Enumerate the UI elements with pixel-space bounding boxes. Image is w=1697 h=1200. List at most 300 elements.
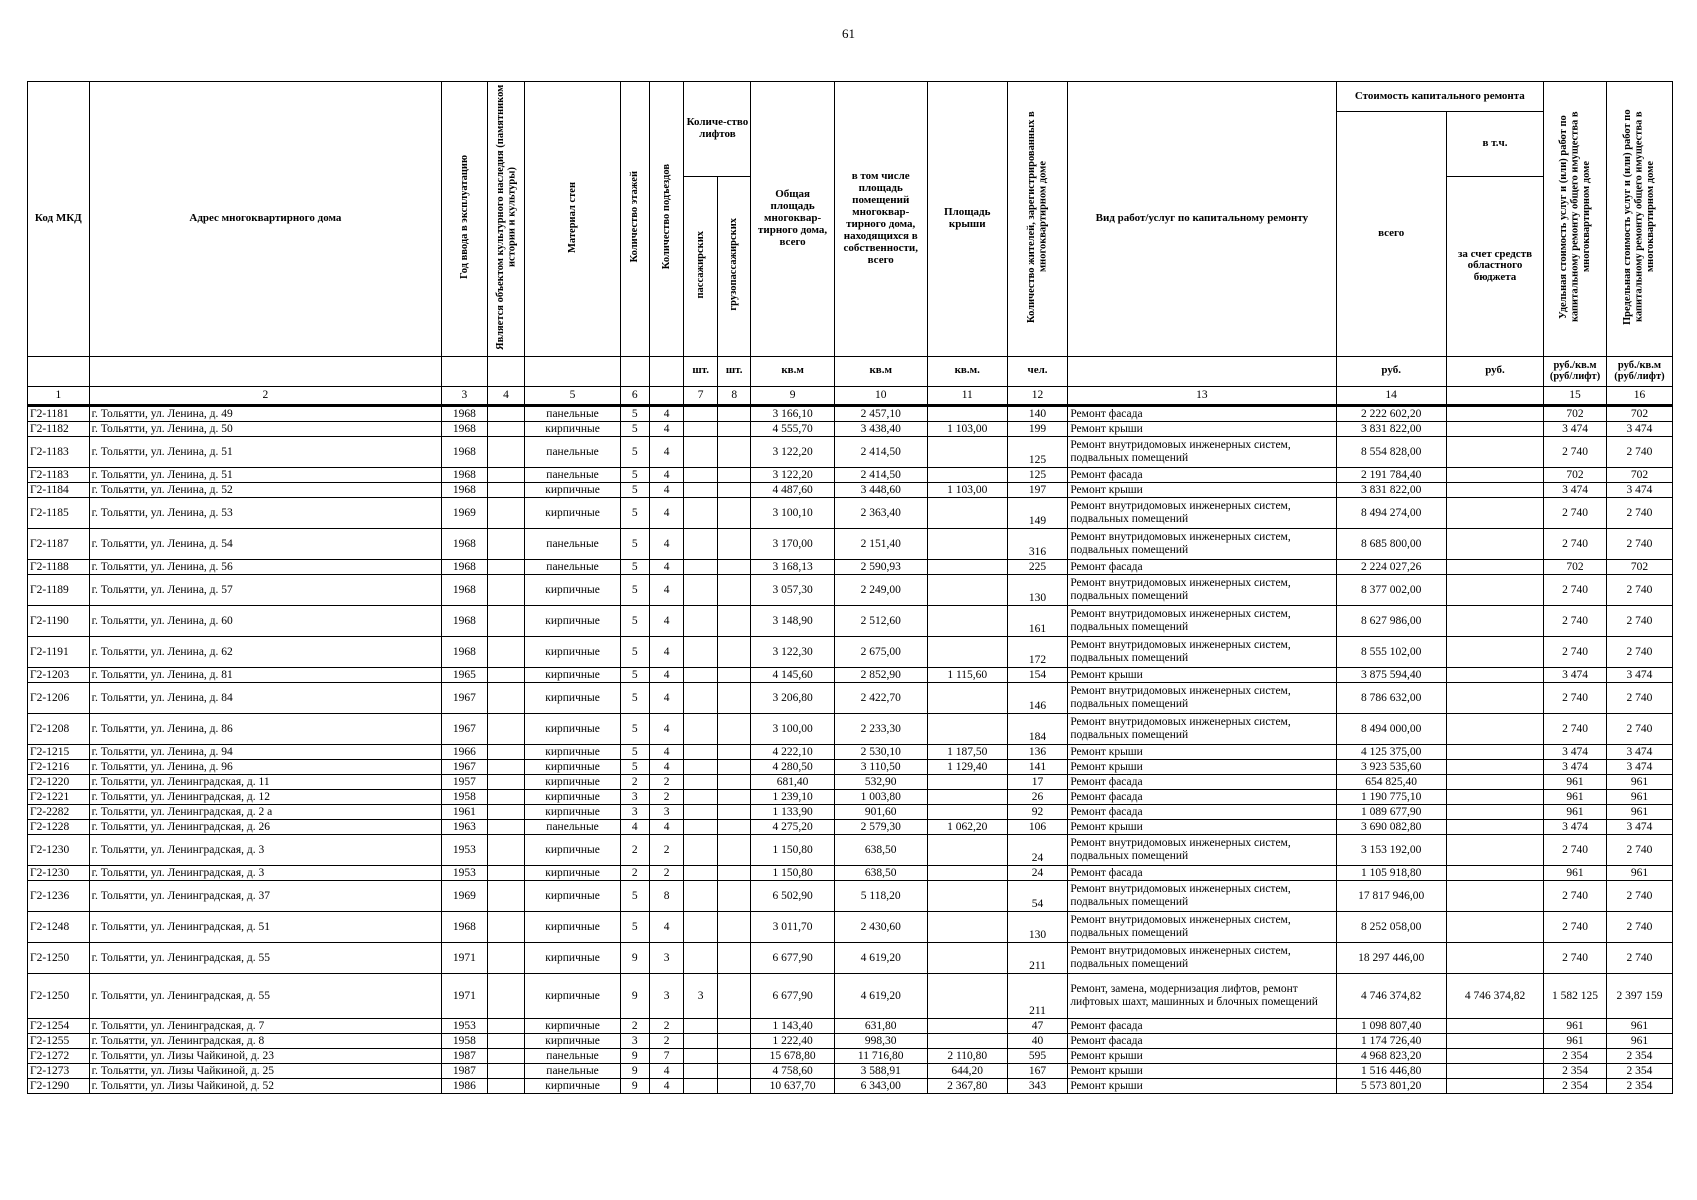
table-row bbox=[28, 942, 1673, 973]
cell-address: г. Тольятти, ул. Ленина, д. 49 bbox=[89, 405, 442, 421]
cell-material: кирпичные bbox=[525, 789, 620, 804]
cell-limit: 3 474 bbox=[1606, 819, 1672, 834]
cell-regional bbox=[1446, 682, 1543, 713]
cell-owned: 2 852,90 bbox=[834, 667, 927, 682]
cell-unit: 2 740 bbox=[1544, 636, 1607, 667]
cell-unit: 2 740 bbox=[1544, 713, 1607, 744]
cell-material: кирпичные bbox=[525, 713, 620, 744]
cell-work: Ремонт внутридомовых инженерных систем, подвальных помещений bbox=[1068, 911, 1336, 942]
cell-heritage bbox=[487, 605, 525, 636]
cell-address: г. Тольятти, ул. Ленина, д. 81 bbox=[89, 667, 442, 682]
cell-year: 1968 bbox=[442, 636, 487, 667]
column-number: 10 bbox=[834, 386, 927, 405]
cell-year: 1968 bbox=[442, 436, 487, 467]
cell-year: 1967 bbox=[442, 713, 487, 744]
cell-regional bbox=[1446, 880, 1543, 911]
cell-roof bbox=[927, 713, 1007, 744]
cell-work: Ремонт внутридомовых инженерных систем, подвальных помещений bbox=[1068, 834, 1336, 865]
cell-lifts-c bbox=[717, 1078, 751, 1093]
cell-unit: 3 474 bbox=[1544, 667, 1607, 682]
cell-unit: 702 bbox=[1544, 559, 1607, 574]
cell-lifts-p bbox=[684, 865, 718, 880]
cell-address: г. Тольятти, ул. Ленина, д. 56 bbox=[89, 559, 442, 574]
cell-area: 10 637,70 bbox=[751, 1078, 834, 1093]
cell-residents: 125 bbox=[1007, 436, 1068, 467]
cell-heritage bbox=[487, 834, 525, 865]
cell-material: панельные bbox=[525, 1063, 620, 1078]
cell-lifts-c bbox=[717, 1018, 751, 1033]
cell-limit: 2 397 159 bbox=[1606, 973, 1672, 1018]
cell-floors: 2 bbox=[620, 774, 649, 789]
cell-owned: 2 675,00 bbox=[834, 636, 927, 667]
table-row bbox=[28, 421, 1673, 436]
cell-area: 3 011,70 bbox=[751, 911, 834, 942]
cell-heritage bbox=[487, 1078, 525, 1093]
header-heritage: Является объектом культурного наследия (памятником истории и культуры) bbox=[487, 82, 525, 357]
cell-owned: 11 716,80 bbox=[834, 1048, 927, 1063]
cell-material: кирпичные bbox=[525, 804, 620, 819]
cell-material: кирпичные bbox=[525, 973, 620, 1018]
cell-cost: 654 825,40 bbox=[1336, 774, 1446, 789]
cell-roof bbox=[927, 911, 1007, 942]
column-number: 9 bbox=[751, 386, 834, 405]
cell-area: 3 057,30 bbox=[751, 574, 834, 605]
cell-cost: 3 153 192,00 bbox=[1336, 834, 1446, 865]
cell-limit: 961 bbox=[1606, 1018, 1672, 1033]
cell-work: Ремонт крыши bbox=[1068, 1078, 1336, 1093]
cell-material: кирпичные bbox=[525, 482, 620, 497]
cell-owned: 5 118,20 bbox=[834, 880, 927, 911]
cell-unit: 702 bbox=[1544, 467, 1607, 482]
cell-roof: 2 367,80 bbox=[927, 1078, 1007, 1093]
cell-code: Г2-1273 bbox=[28, 1063, 90, 1078]
cell-owned: 2 530,10 bbox=[834, 744, 927, 759]
cell-limit: 2 740 bbox=[1606, 911, 1672, 942]
cell-heritage bbox=[487, 1033, 525, 1048]
cell-roof: 1 187,50 bbox=[927, 744, 1007, 759]
cell-area: 1 143,40 bbox=[751, 1018, 834, 1033]
cell-owned: 2 457,10 bbox=[834, 405, 927, 421]
cell-address: г. Тольятти, ул. Ленинградская, д. 7 bbox=[89, 1018, 442, 1033]
cell-code: Г2-1290 bbox=[28, 1078, 90, 1093]
header-work-type: Вид работ/услуг по капитальному ремонту bbox=[1068, 82, 1336, 357]
cell-year: 1968 bbox=[442, 421, 487, 436]
cell-heritage bbox=[487, 405, 525, 421]
cell-limit: 3 474 bbox=[1606, 482, 1672, 497]
cell-limit: 2 354 bbox=[1606, 1048, 1672, 1063]
cell-material: кирпичные bbox=[525, 636, 620, 667]
cell-year: 1986 bbox=[442, 1078, 487, 1093]
cell-code: Г2-1221 bbox=[28, 789, 90, 804]
cell-entrances: 4 bbox=[649, 713, 684, 744]
header-cost-regional: за счет средств областного бюджета bbox=[1446, 176, 1543, 356]
header-code: Код МКД bbox=[28, 82, 90, 357]
cell-heritage bbox=[487, 497, 525, 528]
cell-lifts-p bbox=[684, 1078, 718, 1093]
cell-roof bbox=[927, 636, 1007, 667]
cell-limit: 2 740 bbox=[1606, 436, 1672, 467]
cell-area: 3 168,13 bbox=[751, 559, 834, 574]
cell-floors: 3 bbox=[620, 789, 649, 804]
cell-cost: 1 174 726,40 bbox=[1336, 1033, 1446, 1048]
cell-floors: 9 bbox=[620, 973, 649, 1018]
cell-lifts-p bbox=[684, 636, 718, 667]
cell-work: Ремонт фасада bbox=[1068, 467, 1336, 482]
cell-cost: 2 224 027,26 bbox=[1336, 559, 1446, 574]
cell-regional bbox=[1446, 497, 1543, 528]
cell-year: 1968 bbox=[442, 911, 487, 942]
cell-owned: 2 363,40 bbox=[834, 497, 927, 528]
table-row bbox=[28, 574, 1673, 605]
cell-work: Ремонт крыши bbox=[1068, 667, 1336, 682]
table-row bbox=[28, 819, 1673, 834]
cell-limit: 961 bbox=[1606, 1033, 1672, 1048]
cell-residents: 125 bbox=[1007, 467, 1068, 482]
cell-roof bbox=[927, 605, 1007, 636]
cell-heritage bbox=[487, 528, 525, 559]
cell-lifts-c bbox=[717, 804, 751, 819]
cell-lifts-c bbox=[717, 482, 751, 497]
cell-entrances: 4 bbox=[649, 405, 684, 421]
cell-entrances: 2 bbox=[649, 1018, 684, 1033]
table-row bbox=[28, 789, 1673, 804]
cell-cost: 1 098 807,40 bbox=[1336, 1018, 1446, 1033]
cell-code: Г2-1206 bbox=[28, 682, 90, 713]
cell-heritage bbox=[487, 1048, 525, 1063]
cell-lifts-p bbox=[684, 528, 718, 559]
cell-lifts-c bbox=[717, 436, 751, 467]
cell-cost: 2 222 602,20 bbox=[1336, 405, 1446, 421]
header-entrances: Количество подъездов bbox=[649, 82, 684, 357]
cell-code: Г2-1203 bbox=[28, 667, 90, 682]
cell-heritage bbox=[487, 436, 525, 467]
cell-limit: 2 354 bbox=[1606, 1078, 1672, 1093]
cell-year: 1971 bbox=[442, 942, 487, 973]
cell-heritage bbox=[487, 973, 525, 1018]
table-row bbox=[28, 713, 1673, 744]
cell-address: г. Тольятти, ул. Ленина, д. 94 bbox=[89, 744, 442, 759]
cell-regional bbox=[1446, 1033, 1543, 1048]
cell-address: г. Тольятти, ул. Ленина, д. 50 bbox=[89, 421, 442, 436]
unit-total-area: кв.м bbox=[751, 356, 834, 386]
cell-unit: 702 bbox=[1544, 405, 1607, 421]
cell-code: Г2-1181 bbox=[28, 405, 90, 421]
cell-heritage bbox=[487, 467, 525, 482]
cell-code: Г2-1189 bbox=[28, 574, 90, 605]
cell-cost: 8 555 102,00 bbox=[1336, 636, 1446, 667]
cell-roof bbox=[927, 682, 1007, 713]
cell-lifts-p bbox=[684, 789, 718, 804]
cell-year: 1967 bbox=[442, 682, 487, 713]
page-number: 61 bbox=[842, 26, 855, 41]
cell-entrances: 4 bbox=[649, 482, 684, 497]
cell-heritage bbox=[487, 574, 525, 605]
cell-lifts-c bbox=[717, 973, 751, 1018]
header-cost-total: всего bbox=[1336, 112, 1446, 357]
cell-floors: 2 bbox=[620, 1018, 649, 1033]
header-cost-incl: в т.ч. bbox=[1446, 112, 1543, 177]
cell-lifts-p: 3 bbox=[684, 973, 718, 1018]
cell-unit: 961 bbox=[1544, 865, 1607, 880]
cell-code: Г2-1190 bbox=[28, 605, 90, 636]
cell-material: кирпичные bbox=[525, 774, 620, 789]
cell-roof: 1 129,40 bbox=[927, 759, 1007, 774]
cell-lifts-p bbox=[684, 467, 718, 482]
cell-limit: 2 740 bbox=[1606, 682, 1672, 713]
cell-area: 6 502,90 bbox=[751, 880, 834, 911]
cell-floors: 5 bbox=[620, 605, 649, 636]
cell-code: Г2-1220 bbox=[28, 774, 90, 789]
cell-heritage bbox=[487, 421, 525, 436]
cell-cost: 3 875 594,40 bbox=[1336, 667, 1446, 682]
cell-lifts-p bbox=[684, 667, 718, 682]
cell-area: 4 222,10 bbox=[751, 744, 834, 759]
header-material: Материал стен bbox=[525, 82, 620, 357]
table-row bbox=[28, 1033, 1673, 1048]
cell-limit: 3 474 bbox=[1606, 421, 1672, 436]
cell-cost: 8 494 000,00 bbox=[1336, 713, 1446, 744]
cell-unit: 2 740 bbox=[1544, 574, 1607, 605]
cell-regional bbox=[1446, 667, 1543, 682]
cell-area: 3 166,10 bbox=[751, 405, 834, 421]
cell-address: г. Тольятти, ул. Ленина, д. 60 bbox=[89, 605, 442, 636]
cell-code: Г2-1272 bbox=[28, 1048, 90, 1063]
cell-material: панельные bbox=[525, 467, 620, 482]
cell-area: 3 206,80 bbox=[751, 682, 834, 713]
cell-owned: 2 151,40 bbox=[834, 528, 927, 559]
cell-cost: 1 190 775,10 bbox=[1336, 789, 1446, 804]
cell-cost: 8 252 058,00 bbox=[1336, 911, 1446, 942]
cell-heritage bbox=[487, 1018, 525, 1033]
cell-lifts-p bbox=[684, 682, 718, 713]
cell-work: Ремонт крыши bbox=[1068, 744, 1336, 759]
cell-regional bbox=[1446, 865, 1543, 880]
cell-lifts-c bbox=[717, 942, 751, 973]
cell-heritage bbox=[487, 774, 525, 789]
cell-code: Г2-1188 bbox=[28, 559, 90, 574]
cell-address: г. Тольятти, ул. Ленинградская, д. 3 bbox=[89, 865, 442, 880]
cell-owned: 2 512,60 bbox=[834, 605, 927, 636]
cell-regional bbox=[1446, 559, 1543, 574]
cell-regional bbox=[1446, 713, 1543, 744]
cell-material: кирпичные bbox=[525, 682, 620, 713]
column-number bbox=[649, 386, 684, 405]
cell-owned: 2 422,70 bbox=[834, 682, 927, 713]
cell-work: Ремонт крыши bbox=[1068, 759, 1336, 774]
cell-entrances: 4 bbox=[649, 467, 684, 482]
table-row bbox=[28, 865, 1673, 880]
cell-owned: 6 343,00 bbox=[834, 1078, 927, 1093]
header-lifts-passenger: пассажирских bbox=[684, 176, 718, 356]
cell-regional bbox=[1446, 834, 1543, 865]
cell-unit: 2 354 bbox=[1544, 1048, 1607, 1063]
cell-cost: 2 191 784,40 bbox=[1336, 467, 1446, 482]
header-address: Адрес многоквартирного дома bbox=[89, 82, 442, 357]
cell-roof bbox=[927, 467, 1007, 482]
cell-residents: 26 bbox=[1007, 789, 1068, 804]
cell-area: 3 170,00 bbox=[751, 528, 834, 559]
cell-material: кирпичные bbox=[525, 880, 620, 911]
cell-year: 1957 bbox=[442, 774, 487, 789]
cell-heritage bbox=[487, 1063, 525, 1078]
cell-unit: 3 474 bbox=[1544, 759, 1607, 774]
cell-cost: 8 627 986,00 bbox=[1336, 605, 1446, 636]
cell-heritage bbox=[487, 865, 525, 880]
cell-roof bbox=[927, 973, 1007, 1018]
cell-entrances: 4 bbox=[649, 605, 684, 636]
cell-entrances: 4 bbox=[649, 744, 684, 759]
cell-cost: 1 105 918,80 bbox=[1336, 865, 1446, 880]
cell-regional bbox=[1446, 789, 1543, 804]
cell-code: Г2-1185 bbox=[28, 497, 90, 528]
cell-lifts-p bbox=[684, 834, 718, 865]
cell-cost: 4 125 375,00 bbox=[1336, 744, 1446, 759]
cell-floors: 5 bbox=[620, 482, 649, 497]
cell-area: 6 677,90 bbox=[751, 973, 834, 1018]
cell-code: Г2-1254 bbox=[28, 1018, 90, 1033]
column-number: 14 bbox=[1336, 386, 1446, 405]
cell-address: г. Тольятти, ул. Лизы Чайкиной, д. 25 bbox=[89, 1063, 442, 1078]
cell-code: Г2-1183 bbox=[28, 436, 90, 467]
table-row bbox=[28, 834, 1673, 865]
cell-material: кирпичные bbox=[525, 497, 620, 528]
cell-entrances: 4 bbox=[649, 497, 684, 528]
cell-lifts-c bbox=[717, 636, 751, 667]
cell-unit: 961 bbox=[1544, 774, 1607, 789]
cell-work: Ремонт крыши bbox=[1068, 421, 1336, 436]
cell-limit: 3 474 bbox=[1606, 744, 1672, 759]
cell-year: 1953 bbox=[442, 1018, 487, 1033]
cell-heritage bbox=[487, 559, 525, 574]
cell-year: 1958 bbox=[442, 1033, 487, 1048]
cell-work: Ремонт крыши bbox=[1068, 1048, 1336, 1063]
cell-regional bbox=[1446, 1048, 1543, 1063]
cell-owned: 901,60 bbox=[834, 804, 927, 819]
cell-lifts-p bbox=[684, 405, 718, 421]
cell-limit: 2 740 bbox=[1606, 834, 1672, 865]
table-row bbox=[28, 744, 1673, 759]
column-number: 4 bbox=[487, 386, 525, 405]
cell-entrances: 4 bbox=[649, 1078, 684, 1093]
cell-unit: 3 474 bbox=[1544, 819, 1607, 834]
header-year: Год ввода в эксплуатацию bbox=[442, 82, 487, 357]
cell-residents: 172 bbox=[1007, 636, 1068, 667]
cell-owned: 3 588,91 bbox=[834, 1063, 927, 1078]
cell-unit: 961 bbox=[1544, 1033, 1607, 1048]
cell-heritage bbox=[487, 942, 525, 973]
cell-work: Ремонт внутридомовых инженерных систем, подвальных помещений bbox=[1068, 942, 1336, 973]
cell-heritage bbox=[487, 789, 525, 804]
header-lifts-group: Количе-ство лифтов bbox=[684, 82, 751, 177]
column-number: 12 bbox=[1007, 386, 1068, 405]
cell-work: Ремонт крыши bbox=[1068, 819, 1336, 834]
cell-lifts-p bbox=[684, 421, 718, 436]
cell-area: 4 145,60 bbox=[751, 667, 834, 682]
cell-limit: 3 474 bbox=[1606, 759, 1672, 774]
cell-residents: 106 bbox=[1007, 819, 1068, 834]
column-number: 13 bbox=[1068, 386, 1336, 405]
cell-floors: 9 bbox=[620, 1048, 649, 1063]
cell-regional bbox=[1446, 482, 1543, 497]
column-number: 5 bbox=[525, 386, 620, 405]
cell-regional bbox=[1446, 636, 1543, 667]
cell-year: 1968 bbox=[442, 467, 487, 482]
cell-limit: 2 740 bbox=[1606, 528, 1672, 559]
cell-address: г. Тольятти, ул. Ленина, д. 54 bbox=[89, 528, 442, 559]
header-limit-cost: Предельная стоимость услуг и (или) работ по капитальному ремонту общего имущества в многоквартирном доме bbox=[1606, 82, 1672, 357]
cell-owned: 532,90 bbox=[834, 774, 927, 789]
cell-limit: 702 bbox=[1606, 405, 1672, 421]
cell-code: Г2-1250 bbox=[28, 973, 90, 1018]
cell-address: г. Тольятти, ул. Ленинградская, д. 37 bbox=[89, 880, 442, 911]
cell-entrances: 4 bbox=[649, 528, 684, 559]
cell-code: Г2-1255 bbox=[28, 1033, 90, 1048]
cell-residents: 141 bbox=[1007, 759, 1068, 774]
cell-work: Ремонт внутридомовых инженерных систем, подвальных помещений bbox=[1068, 605, 1336, 636]
cell-roof bbox=[927, 834, 1007, 865]
cell-floors: 2 bbox=[620, 865, 649, 880]
cell-unit: 2 740 bbox=[1544, 605, 1607, 636]
cell-residents: 146 bbox=[1007, 682, 1068, 713]
cell-owned: 2 430,60 bbox=[834, 911, 927, 942]
cell-area: 15 678,80 bbox=[751, 1048, 834, 1063]
cell-code: Г2-1216 bbox=[28, 759, 90, 774]
cell-address: г. Тольятти, ул. Ленина, д. 84 bbox=[89, 682, 442, 713]
header-owned-area: в том числе площадь помещений многоквар-тирного дома, находящихся в собственности, всего bbox=[834, 82, 927, 357]
cell-entrances: 2 bbox=[649, 789, 684, 804]
cell-year: 1963 bbox=[442, 819, 487, 834]
cell-cost: 17 817 946,00 bbox=[1336, 880, 1446, 911]
cell-lifts-p bbox=[684, 1048, 718, 1063]
cell-cost: 8 786 632,00 bbox=[1336, 682, 1446, 713]
cell-area: 4 275,20 bbox=[751, 819, 834, 834]
cell-unit: 1 582 125 bbox=[1544, 973, 1607, 1018]
cell-material: панельные bbox=[525, 528, 620, 559]
cell-lifts-c bbox=[717, 1048, 751, 1063]
cell-unit: 2 740 bbox=[1544, 834, 1607, 865]
cell-work: Ремонт внутридомовых инженерных систем, подвальных помещений bbox=[1068, 497, 1336, 528]
table-row bbox=[28, 1048, 1673, 1063]
cell-owned: 638,50 bbox=[834, 834, 927, 865]
cell-work: Ремонт крыши bbox=[1068, 482, 1336, 497]
cell-address: г. Тольятти, ул. Ленина, д. 57 bbox=[89, 574, 442, 605]
cell-residents: 47 bbox=[1007, 1018, 1068, 1033]
cell-residents: 136 bbox=[1007, 744, 1068, 759]
cell-cost: 3 831 822,00 bbox=[1336, 482, 1446, 497]
cell-roof bbox=[927, 559, 1007, 574]
cell-owned: 2 590,93 bbox=[834, 559, 927, 574]
cell-owned: 631,80 bbox=[834, 1018, 927, 1033]
cell-address: г. Тольятти, ул. Ленинградская, д. 12 bbox=[89, 789, 442, 804]
cell-cost: 3 690 082,80 bbox=[1336, 819, 1446, 834]
cell-residents: 316 bbox=[1007, 528, 1068, 559]
cell-year: 1953 bbox=[442, 865, 487, 880]
cell-residents: 161 bbox=[1007, 605, 1068, 636]
cell-lifts-c bbox=[717, 1063, 751, 1078]
table-row bbox=[28, 482, 1673, 497]
cell-heritage bbox=[487, 880, 525, 911]
cell-unit: 2 354 bbox=[1544, 1078, 1607, 1093]
cell-roof: 2 110,80 bbox=[927, 1048, 1007, 1063]
cell-floors: 4 bbox=[620, 819, 649, 834]
cell-code: Г2-2282 bbox=[28, 804, 90, 819]
cell-owned: 2 414,50 bbox=[834, 436, 927, 467]
cell-code: Г2-1191 bbox=[28, 636, 90, 667]
cell-roof: 644,20 bbox=[927, 1063, 1007, 1078]
cell-residents: 211 bbox=[1007, 973, 1068, 1018]
cell-work: Ремонт внутридомовых инженерных систем, подвальных помещений bbox=[1068, 636, 1336, 667]
cell-cost: 1 089 677,90 bbox=[1336, 804, 1446, 819]
